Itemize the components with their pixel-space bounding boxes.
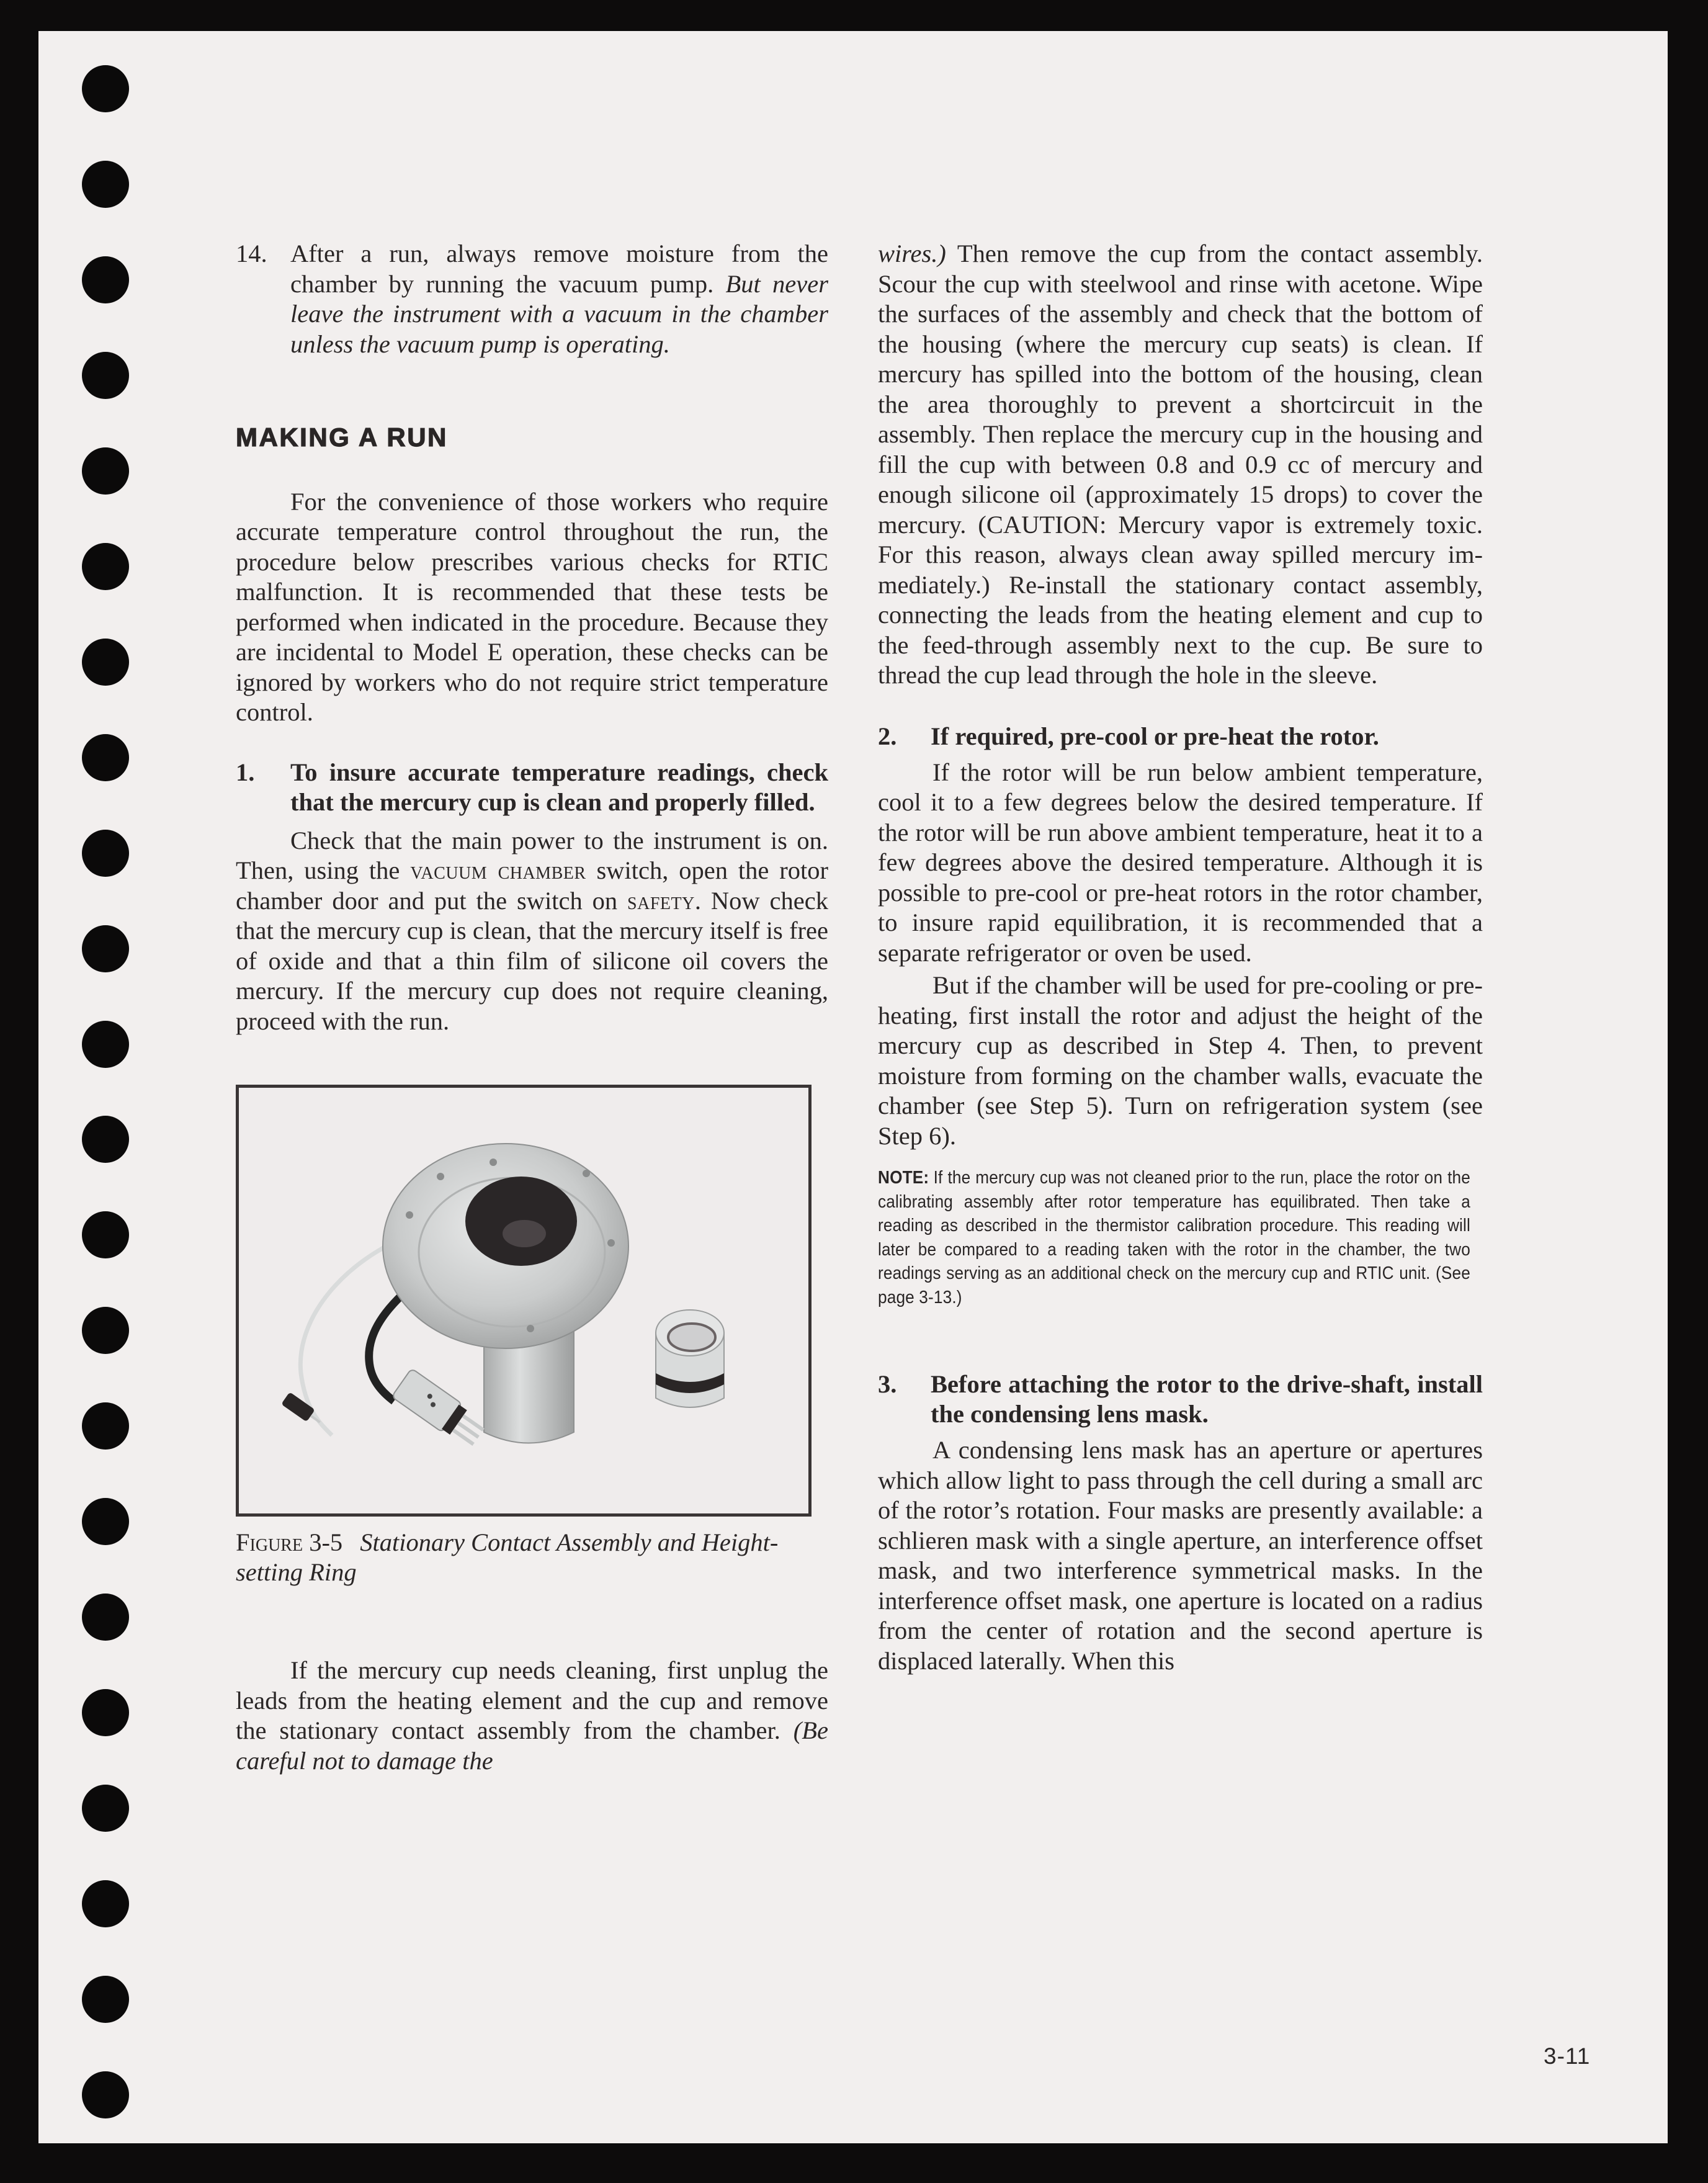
step-1-paragraph <box>236 826 828 1037</box>
step-number: 3. <box>878 1370 897 1398</box>
text-run-italic: (Be careful not to damage the <box>236 1716 828 1775</box>
punch-hole <box>82 543 129 590</box>
punch-hole <box>82 1689 129 1736</box>
step-3 <box>878 1369 1483 1429</box>
punch-hole <box>82 447 129 495</box>
text-run: If the mercury cup needs cleaning, first unplug the leads from the heating element and the cup and remove the stationary contact assembly from the chamber. <box>236 1656 828 1744</box>
right-column <box>878 239 1483 1676</box>
step-14-text <box>290 239 828 359</box>
punch-hole <box>82 65 129 112</box>
punch-hole <box>82 925 129 972</box>
punch-hole <box>82 1498 129 1545</box>
punch-hole <box>82 1021 129 1068</box>
intro-paragraph: For the convenience of those workers who require accurate temperature control throughout the run, the procedure below prescribes various checks for RTIC malfunction. It is recommended that these tests be performed when indicated in the procedure. Because they are incidental to Model E operation, these checks can be ignored by workers who do not require strict temperature control. <box>236 487 828 726</box>
step-14-warning: But never leave the instrument with a vacuum in the chamber unless the vacuum pump is operating. <box>290 269 828 358</box>
punch-hole <box>82 161 129 208</box>
step-2-paragraph-2: But if the chamber will be used for pre-cooling or pre-heating, first install the rotor and adjust the height of the mercury cup as described in Step 4. Then, to prevent moisture from forming on the chamber walls, evacuate the chamber (see Step 5). Turn on refrigeration system (see Step 6). <box>878 971 1483 1150</box>
note-text <box>878 1166 1470 1309</box>
punch-hole <box>82 2071 129 2118</box>
page-number: 3-11 <box>1544 2043 1591 2069</box>
figure-3-5-image <box>236 1085 812 1517</box>
punch-hole <box>82 830 129 877</box>
text-run: switch, open the rotor chamber door and put the switch on <box>236 856 828 915</box>
cleaning-continuation <box>878 239 1483 691</box>
text-run: Check that the main power to the instrument is on. Then, using the <box>236 826 828 884</box>
left-column <box>236 239 828 1776</box>
punch-hole <box>82 639 129 686</box>
text-run: . Now check that the mercury cup is clean, that the mercury itself is free of oxide and that a thin film of silicone oil covers the mercury. If the mercury cup does not require cleaning, proceed with the run. <box>236 886 828 1035</box>
step-2-paragraph-1: If the rotor will be run below ambient temperature, cool it to a few degrees below the desired temperature. If the rotor will be run above ambient temperature, heat it to a few degrees above the desired temperature. Although it is possible to pre-cool or pre-heat rotors in the rotor chamber, to insure rapid equilibration, it is recommended that a separate refrigerator or oven be used. <box>878 758 1483 967</box>
section-heading: MAKING A RUN <box>236 423 448 452</box>
three-pin-plug <box>391 1368 489 1451</box>
text-run-italic: wires.) <box>878 240 946 267</box>
step-14-plain: After a run, always remove moisture from the chamber by running the vacuum pump. <box>290 240 828 298</box>
punch-hole <box>82 1116 129 1163</box>
step-number: 2. <box>878 722 897 750</box>
note-body: If the mercury cup was not cleaned prior to the run, place the rotor on the calibrating assembly after rotor temperature has equilibrated. Then take a reading as described in the thermistor calibration procedure. This reading will later be compared to a reading taken with the rotor in the chamber, the two readings serving as an additional check on the mercury cup and RTIC unit. (See page 3-13.) <box>878 1168 1470 1307</box>
height-setting-ring <box>656 1310 724 1407</box>
note-label: NOTE: <box>878 1168 929 1188</box>
control-name-vacuum-chamber: vacuum chamber <box>410 856 586 884</box>
punch-hole <box>82 1976 129 2023</box>
punch-hole <box>82 1307 129 1354</box>
punch-hole <box>82 1402 129 1450</box>
figure-label: Figure 3-5 <box>236 1528 343 1556</box>
punch-hole <box>82 256 129 303</box>
figure-title: Stationary Contact Assembly and Height-setting Ring <box>236 1528 779 1586</box>
step-heading: If required, pre-cool or pre-heat the rotor. <box>931 722 1379 750</box>
punch-hole <box>82 1594 129 1641</box>
contact-assembly-photo <box>239 1088 808 1513</box>
punch-hole <box>82 352 129 399</box>
step-number: 14. <box>236 240 267 267</box>
step-3-paragraph: A condensing lens mask has an aperture or apertures which allow light to pass through the cell during a small arc of the rotor’s rotation. Four masks are presently available: a schlieren mask with a single aperture, an interference offset mask, and two interference symmetrical masks. In the interference offset mask, one aperture is located on a radius from the center of rotation and the second aperture is displaced laterally. When this <box>878 1436 1483 1675</box>
step-heading: To insure accurate temperature readings, check that the mercury cup is clean and properly filled. <box>290 758 828 816</box>
figure-caption <box>236 1528 828 1587</box>
step-1 <box>236 758 828 817</box>
step-number: 1. <box>236 758 255 786</box>
step-heading: Before attaching the rotor to the drive-shaft, install the condensing lens mask. <box>931 1370 1483 1428</box>
cleaning-paragraph <box>236 1656 828 1776</box>
control-name-safety: safety <box>627 886 695 915</box>
punch-hole <box>82 734 129 781</box>
text-run: Then remove the cup from the contact assembly. Scour the cup with steelwool and rinse with acetone. Wipe the surfaces of the assembly and check that the bottom of the housing (where the mercury cup seats) is clean. If mercury has spilled into the bottom of the housing, clean the area thoroughly to prevent a shortcircuit in the assembly. Then replace the mercury cup in the housing and fill the cup with between 0.8 and 0.9 cc of mercury and enough silicone oil (approximately 15 drops) to cover the mercury. (CAUTION: Mercury vapor is extremely toxic. For this reason, always clean away spilled mercury immediately.) Re-install the stationary contact assembly, connecting the leads from the heating element and cup to the feed-through assembly next to the cup. Be sure to thread the cup lead through the hole in the sleeve. <box>878 240 1483 689</box>
note-block <box>878 1166 1483 1352</box>
punch-hole <box>82 1880 129 1927</box>
step-14 <box>236 239 828 359</box>
punch-hole <box>82 1211 129 1258</box>
step-2 <box>878 722 1483 751</box>
punch-hole <box>82 1785 129 1832</box>
